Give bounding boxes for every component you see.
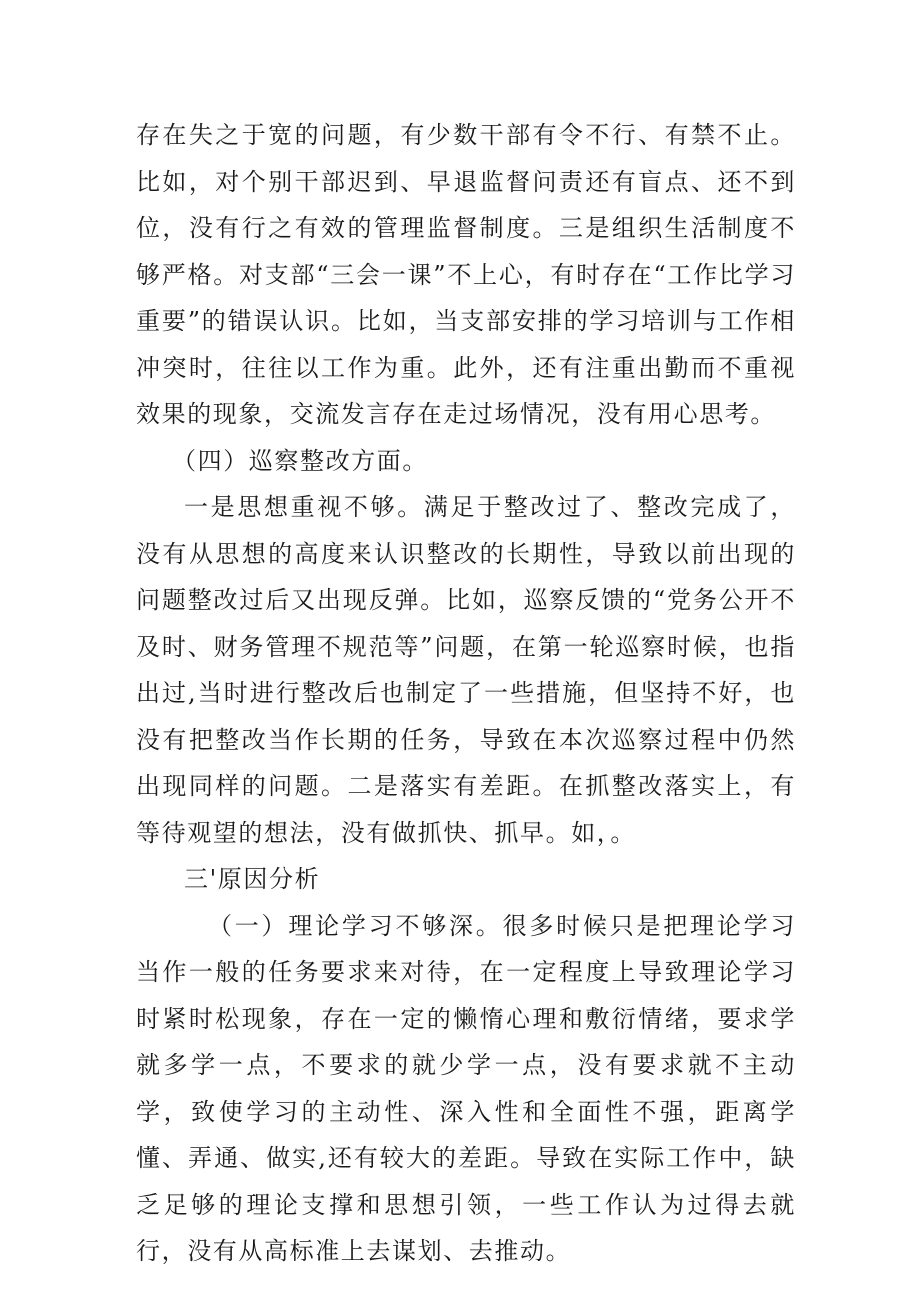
paragraph-rectification-issues: 一是思想重视不够。满足于整改过了、整改完成了，没有从思想的高度来认识整改的长期性，导致以前出现的问题整改过后又出现反弹。比如，巡察反馈的“党务公开不及时、财务管理不规范等”问题，在第一轮巡察时候，也指出过,当时进行整改后也制定了一些措施，但坚持不好，也没有把整改当作长期的任务，导致在本次巡察过程中仍然出现同样的问题。二是落实有差距。在抓整改落实上，有等待观望的想法，没有做抓快、抓早。如，。	[136, 493, 796, 847]
paragraph-supervision-issues: 存在失之于宽的问题，有少数干部有令不行、有禁不止。比如，对个别干部迟到、早退监督问责还有盲点、还不到位，没有行之有效的管理监督制度。三是组织生活制度不够严格。对支部“三会一课”不上心，有时存在“工作比学习重要”的错误认识。比如，当支部安排的学习培训与工作相冲突时，往往以工作为重。此外，还有注重出勤而不重视效果的现象，交流发言存在走过场情况，没有用心思考。	[136, 121, 796, 428]
section-heading-cause-analysis: 三'原因分析	[184, 865, 321, 893]
paragraph-theory-study: （一）理论学习不够深。很多时候只是把理论学习当作一般的任务要求来对待，在一定程度上导致理论学习时紧时松现象，存在一定的懒惰心理和敷衍情绪，要求学就多学一点，不要求的就少学一点，没有要求就不主动学，致使学习的主动性、深入性和全面性不强，距离学懂、弄通、做实,还有较大的差距。导致在实际工作中，缺乏足够的理论支撑和思想引领，一些工作认为过得去就行，没有从高标准上去谋划、去推动。	[136, 911, 796, 1265]
subheading-inspection-rectification: （四）巡察整改方面。	[172, 446, 428, 475]
document-body	[136, 112, 796, 1275]
